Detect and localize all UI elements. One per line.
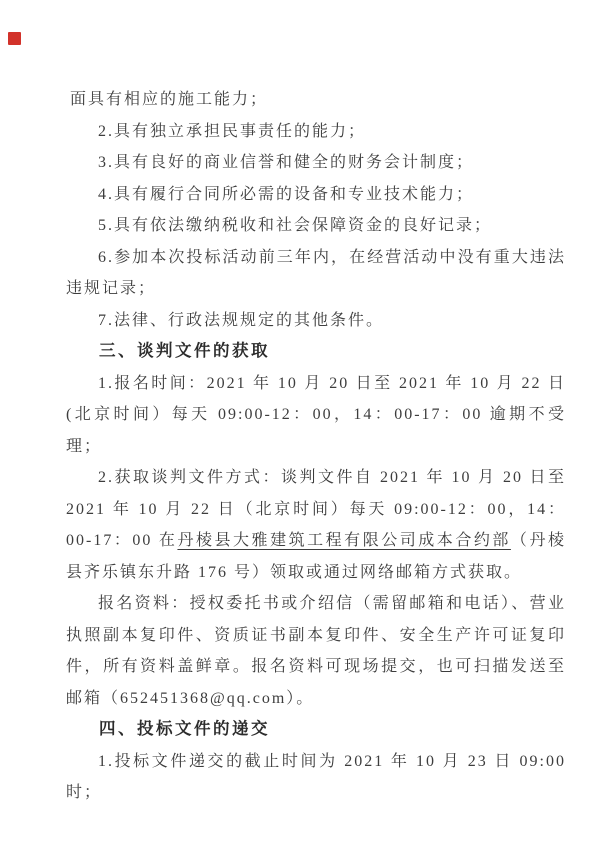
section-heading-bid-submission: 四、投标文件的递交 — [99, 720, 270, 738]
condition-item-6: 6.参加本次投标活动前三年内，在经营活动中没有重大违法违规记录； — [66, 248, 566, 297]
condition-item-5: 5.具有依法缴纳税收和社会保障资金的良好记录； — [98, 217, 493, 234]
condition-item-2: 2.具有独立承担民事责任的能力； — [98, 122, 367, 140]
submission-deadline-item: 1.投标文件递交的截止时间为 2021 年 10 月 23 日 09:00 时； — [66, 752, 566, 801]
document-acquisition-item — [66, 462, 566, 588]
acquisition-text-pre: 2.获取谈判文件方式：谈判文件自 2021 年 10 月 20 日至 2021 年 10 月 22 日（北京时间）每天 09:00-12：00，14：00-17：00 在 — [66, 469, 566, 549]
condition-item-3: 3.具有良好的商业信誉和健全的财务会计制度； — [98, 154, 475, 171]
red-stamp-mark — [8, 32, 21, 45]
paragraph-continuation: 面具有相应的施工能力； — [70, 91, 269, 108]
email-address: 652451368@qq.com — [120, 689, 287, 707]
acquisition-text-post: （丹棱县齐乐镇东升路 176 号）领取或通过网络邮箱方式获取。 — [66, 532, 566, 581]
company-name-underlined: 丹棱县大雅建筑工程有限公司成本合约部 — [177, 532, 511, 549]
section-heading-document-acquisition: 三、谈判文件的获取 — [99, 342, 270, 360]
materials-text-post: ）。 — [286, 689, 315, 707]
condition-item-4: 4.具有履行合同所必需的设备和专业技术能力； — [98, 185, 475, 203]
registration-time-item: 1.报名时间：2021 年 10 月 20 日至 2021 年 10 月 22 日(北京时间）每天 09:00-12：00，14：00-17：00 逾期不受理； — [66, 374, 566, 455]
materials-text-pre: 报名资料：授权委托书或介绍信（需留邮箱和电话）、营业执照副本复印件、资质证书副本复印件、安全生产许可证复印件，所有资料盖鲜章。报名资料可现场提交，也可扫描发送至邮箱（ — [66, 595, 566, 707]
registration-materials-paragraph — [66, 588, 566, 714]
document-text-block — [66, 84, 566, 809]
condition-item-7: 7.法律、行政法规规定的其他条件。 — [98, 311, 385, 329]
